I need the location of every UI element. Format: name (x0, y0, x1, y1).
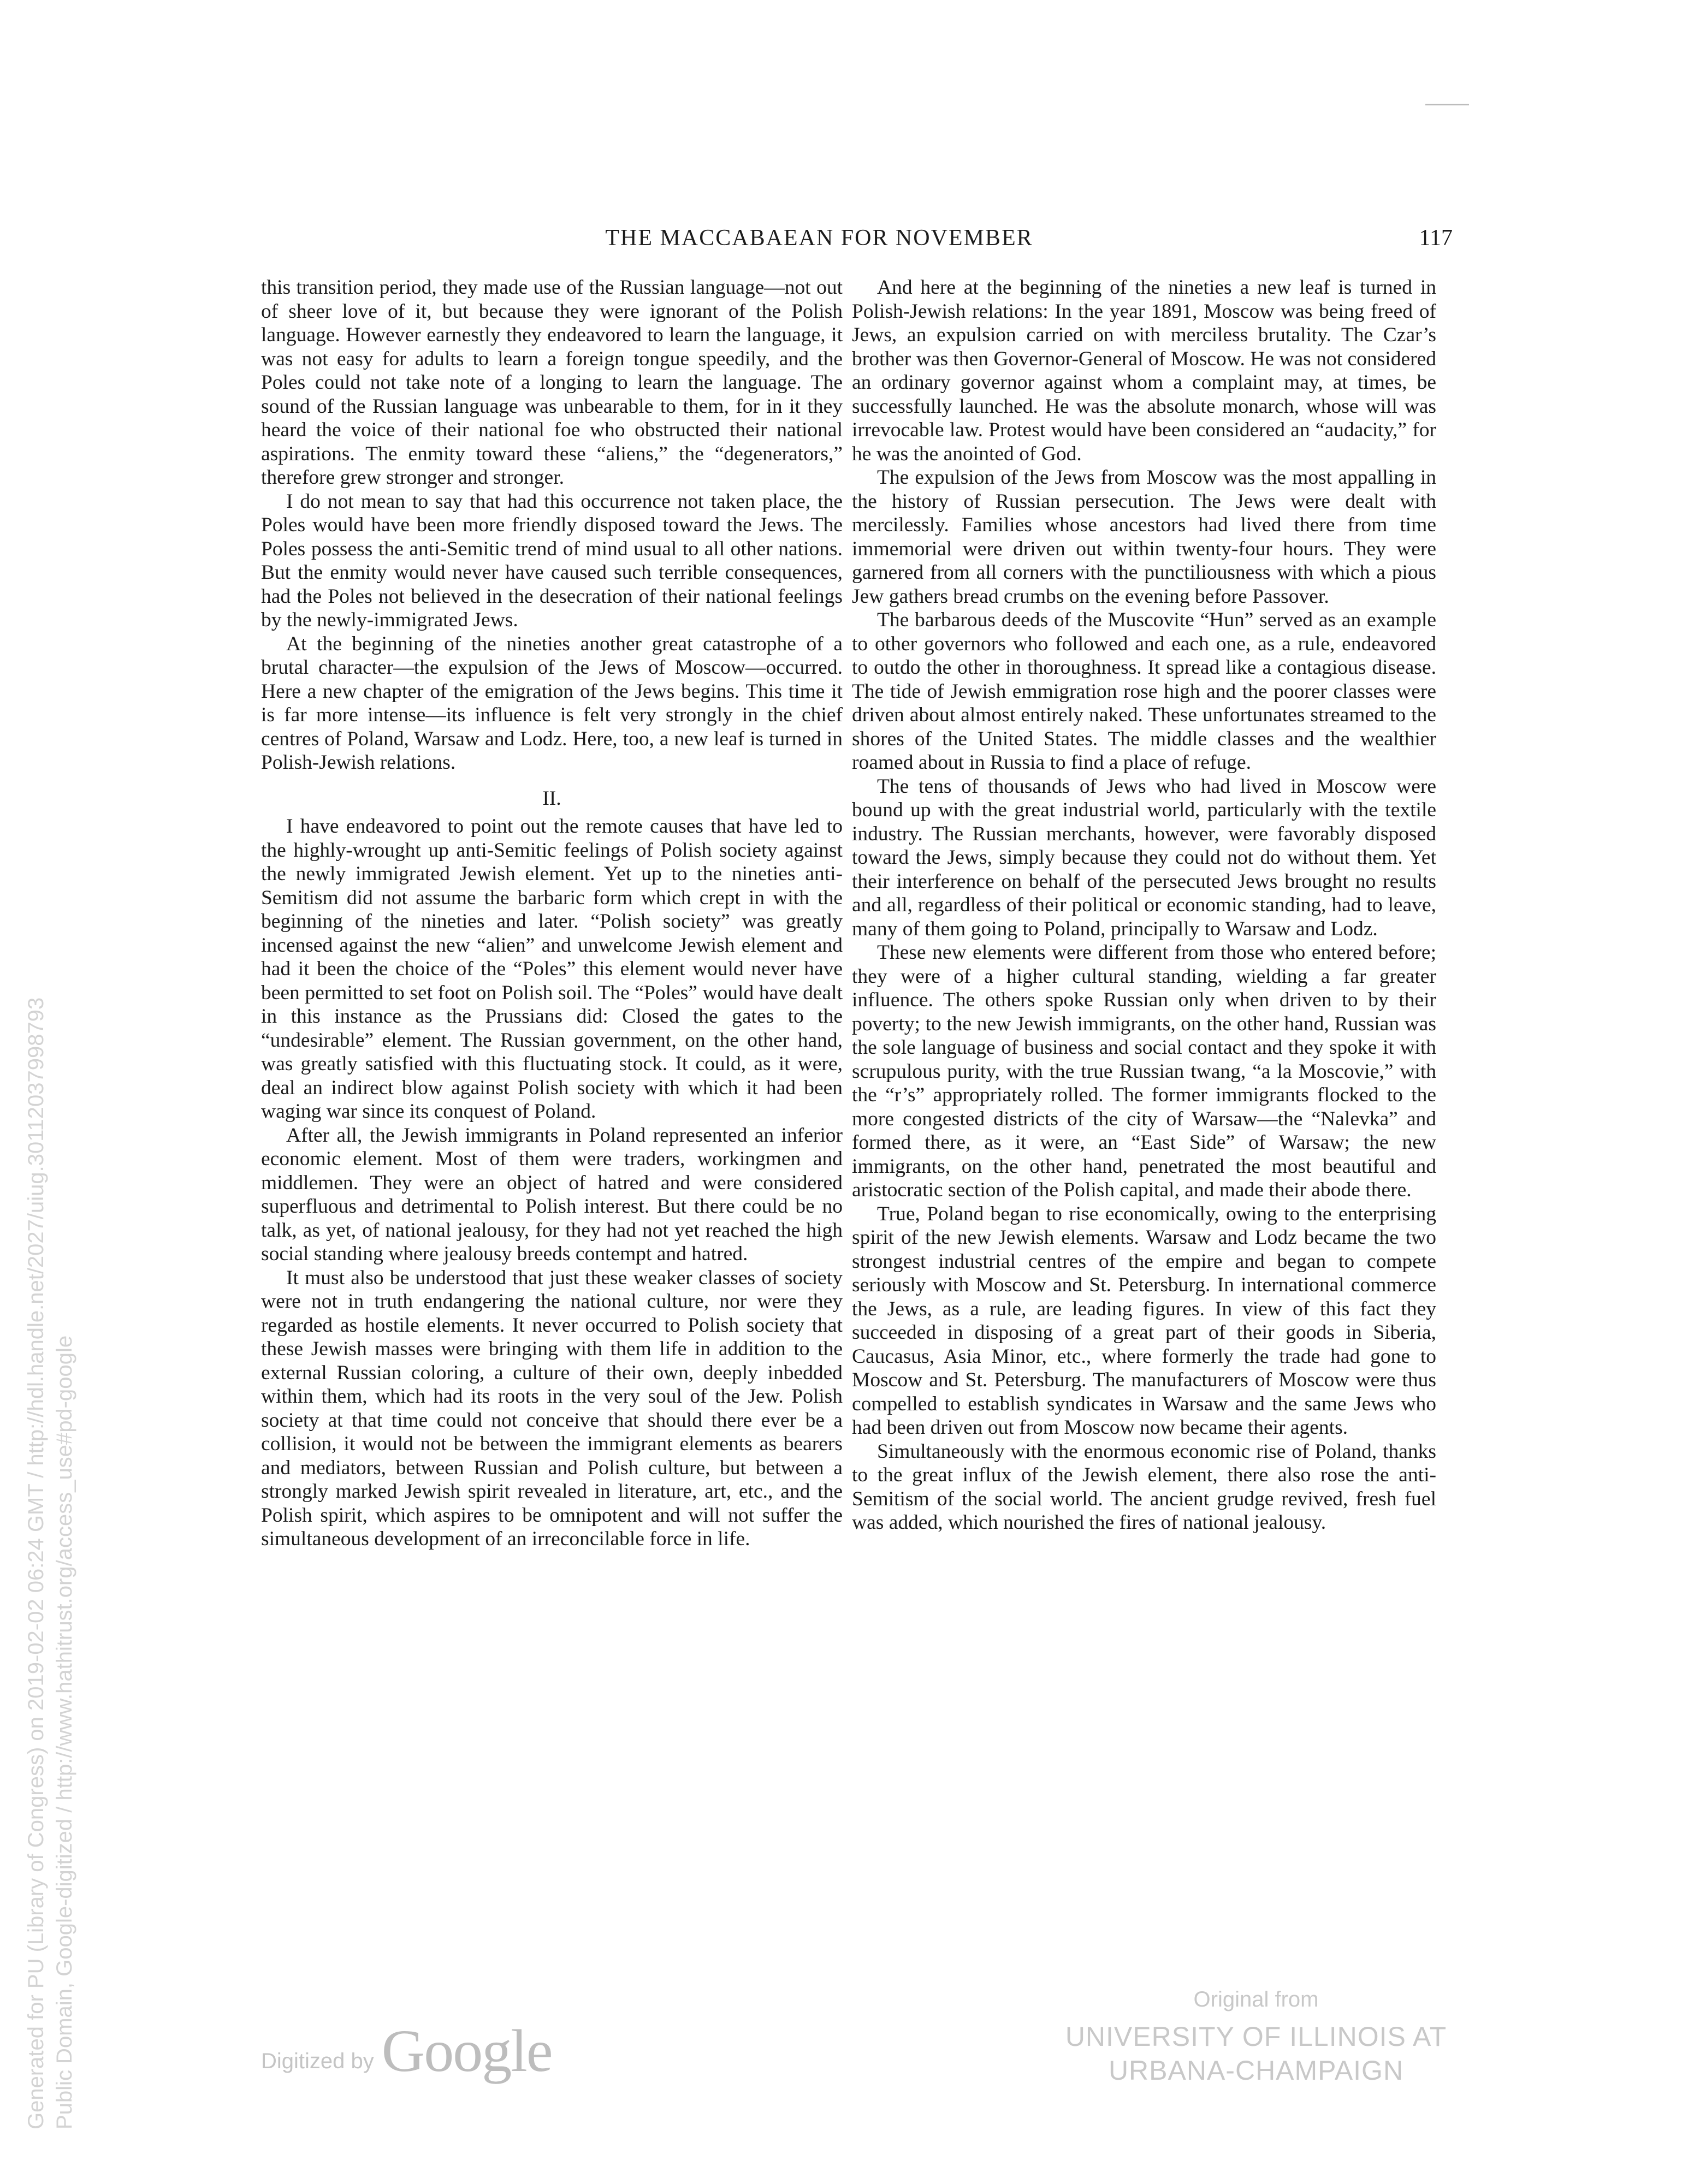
running-head: THE MACCABAEAN FOR NOVEMBER (605, 225, 1033, 251)
paragraph: The tens of thousands of Jews who had lived in Moscow were bound up with the great industrial world, particularly with the textile industry. The Russian merchants, however, were favorably disposed toward the Jews, simply because they could not do without them. Yet their interference on behalf of the persecuted Jews brought no results and all, regardless of their political or economic standing, had to leave, many of them going to Poland, principally to Warsaw and Lodz. (852, 775, 1436, 940)
paragraph: These new elements were different from those who entered before; they were of a higher cultural standing, wielding a far greater influence. The others spoke Russian only when driven to by their poverty; to the new Jewish immigrants, on the other hand, Russian was the sole language of business and social contact and they spoke it with scrupulous purity, with the true Russian twang, “a la Moscovie,” with the “r’s” appropriately rolled. The former immigrants flocked to the more congested districts of the city of Warsaw—the “Nalevka” and formed there, as it were, an “East Side” of Warsaw; the new immigrants, on the other hand, penetrated the most beautiful and aristocratic section of the Polish capital, and made their abode there. (852, 941, 1436, 1201)
left-column (261, 276, 843, 1551)
original-from-label: Original from (1193, 1987, 1319, 2011)
paragraph: It must also be understood that just these weaker classes of society were not in truth endangering the national culture, nor were they regarded as hostile elements. It never occurred to Polish society that these Jewish masses were bringing with them life in addition to the external Russian coloring, a culture of their own, deeply inbedded within them, which had its roots in the very soul of the Jew. Polish society at that time could not conceive that should there ever be a collision, it would not be between the immigrant elements as bearers and mediators, between Russian and Polish culture, but between a strongly marked Jewish spirit revealed in literature, art, etc., and the Polish spirit, which aspires to be omnipotent and will not suffer the simultaneous development of an irreconcilable force in life. (261, 1266, 843, 1550)
paragraph: I have endeavored to point out the remote causes that have led to the highly-wrought up anti-Semitic feelings of Polish society against the newly immigrated Jewish element. Yet up to the nineties anti-Semitism did not assume the barbaric form which crept in with the beginning of the nineties and later. “Polish society” was greatly incensed against the new “alien” and unwelcome Jewish element and had it been the choice of the “Poles” this element would never have been permitted to set foot on Polish soil. The “Poles” would have dealt in this instance as the Prussians did: Closed the gates to the “undesirable” element. The Russian government, on the other hand, was greatly satisfied with this fluctuating stock. It could, as it were, deal an indirect blow against Polish society with which it had been waging war since its conquest of Poland. (261, 815, 843, 1123)
paragraph: The expulsion of the Jews from Moscow was the most appalling in the history of Russian persecution. The Jews were dealt with mercilessly. Families whose ancestors had lived there from time immemorial were driven out within twenty-four hours. They were garnered from all corners with the punctiliousness with which a pious Jew gathers bread crumbs on the evening before Passover. (852, 466, 1436, 608)
corner-mark (1425, 104, 1469, 105)
google-logo: Google (381, 2017, 552, 2084)
watermark-line: Generated for PU (Library of Congress) on 2019-02-02 06:24 GMT / http://hdl.handle.net/2027/uiug.30112037998793 (24, 997, 48, 2129)
paragraph: The barbarous deeds of the Muscovite “Hun” served as an example to other governors who followed and each one, as a rule, endeavored to outdo the other in thoroughness. It spread like a contagious disease. The tide of Jewish emmigration rose high and the poorer classes were driven about almost entirely naked. These unfortunates streamed to the shores of the United States. The middle classes and the wealthier roamed about in Russia to find a place of refuge. (852, 609, 1436, 774)
digitized-by-label: Digitized by (261, 2049, 374, 2073)
section-heading: II. (542, 787, 561, 810)
side-watermark (22, 998, 79, 2129)
paragraph: Simultaneously with the enormous economic rise of Poland, thanks to the great influx of the Jewish element, there also rose the anti-Semitism of the social world. The ancient grudge revived, fresh fuel was added, which nourished the fires of national jealousy. (852, 1440, 1436, 1534)
paragraph: And here at the beginning of the nineties a new leaf is turned in Polish-Jewish relations: In the year 1891, Moscow was being freed of Jews, an expulsion carried on with merciless brutality. The Czar’s brother was then Governor-General of Moscow. He was not considered an ordinary governor against whom a complaint may, at times, be successfully launched. He was the absolute monarch, whose will was irrevocable law. Protest would have been considered an “audacity,” for he was the anointed of God. (852, 276, 1436, 465)
paragraph: I do not mean to say that had this occurrence not taken place, the Poles would have been more friendly disposed toward the Jews. The Poles possess the anti-Semitic trend of mind usual to all other nations. But the enmity would never have caused such terrible consequences, had the Poles not believed in the desecration of their national feelings by the newly-immigrated Jews. (261, 490, 843, 631)
digitized-by-google (261, 2017, 552, 2086)
watermark-line: Public Domain, Google-digitized / http://www.hathitrust.org/access_use#pd-google (52, 1335, 76, 2129)
institution-line: URBANA-CHAMPAIGN (1108, 2055, 1404, 2086)
paragraph: At the beginning of the nineties another great catastrophe of a brutal character—the expulsion of the Jews of Moscow—occurred. Here a new chapter of the emigration of the Jews begins. This time it is far more intense—its influence is felt very strongly in the chief centres of Poland, Warsaw and Lodz. Here, too, a new leaf is turned in Polish-Jewish relations. (261, 632, 843, 774)
page-number: 117 (1419, 225, 1453, 251)
paragraph: this transition period, they made use of the Russian language—not out of sheer love of it, but because they were ignorant of the Polish language. However earnestly they endeavored to learn the language, it was not easy for adults to learn a foreign tongue speedily, and the Poles could not take note of a longing to learn the language. The sound of the Russian language was unbearable to them, for in it they heard the voice of their national foe who obstructed their national aspirations. The enmity toward these “aliens,” the “degenerators,” therefore grew stronger and stronger. (261, 276, 843, 489)
paragraph: True, Poland began to rise economically, owing to the enterprising spirit of the new Jewish elements. Warsaw and Lodz became the two strongest industrial centres of the empire and began to compete seriously with Moscow and St. Petersburg. In international commerce the Jews, as a rule, are leading figures. In view of this fact they succeeded in disposing of a great part of their goods in Siberia, Caucasus, Asia Minor, etc., where formerly the trade had gone to Moscow and St. Petersburg. The manufacturers of Moscow were thus compelled to establish syndicates in Warsaw and the same Jews who had been driven out from Moscow now became their agents. (852, 1202, 1436, 1439)
paragraph: After all, the Jewish immigrants in Poland represented an inferior economic element. Most of them were traders, workingmen and middlemen. They were an object of hatred and were considered superfluous and detrimental to Polish interest. But there could be no talk, as yet, of national jealousy, for they had not yet reached the high social standing where jealousy breeds contempt and hatred. (261, 1124, 843, 1265)
right-column (852, 276, 1436, 1535)
institution-line: UNIVERSITY OF ILLINOIS AT (1065, 2021, 1447, 2052)
original-from-block (1038, 1987, 1474, 2087)
